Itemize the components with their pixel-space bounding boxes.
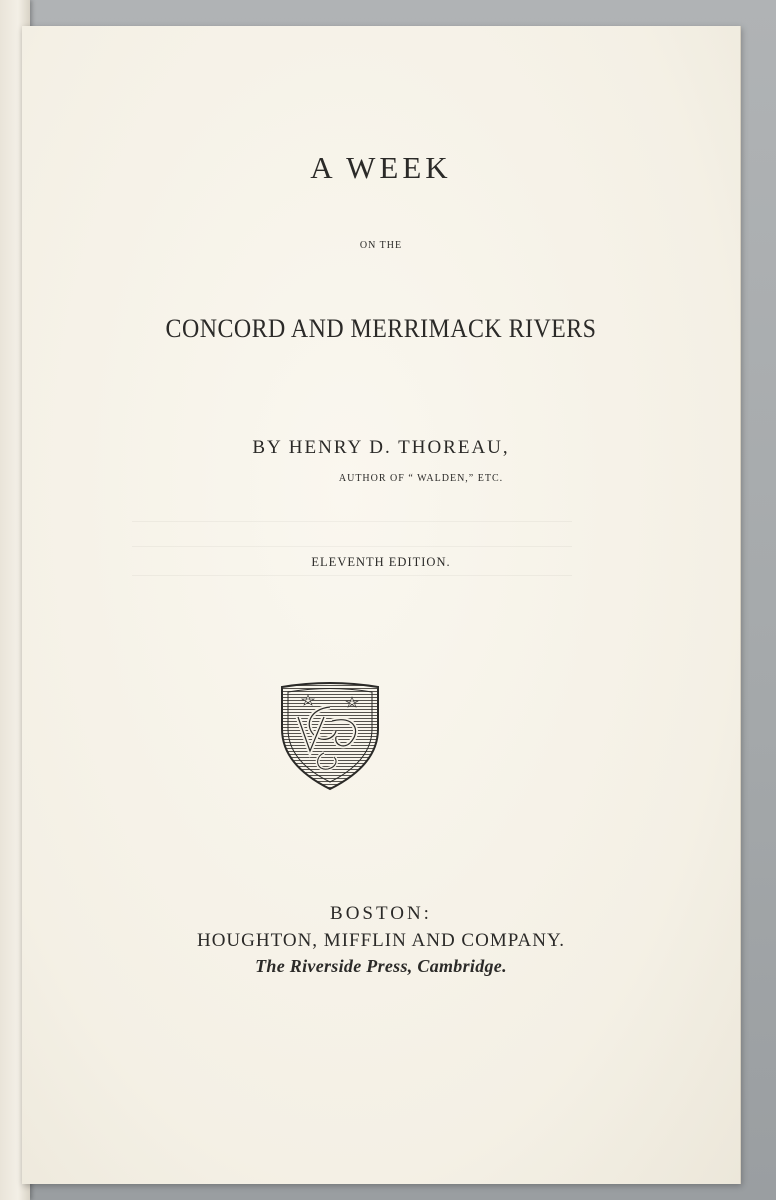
- imprint-city: BOSTON:: [330, 903, 432, 924]
- imprint-press: The Riverside Press, Cambridge.: [255, 956, 507, 976]
- show-through-line: [132, 575, 572, 576]
- author-line: BY HENRY D. THOREAU,: [252, 437, 510, 458]
- book-title-line-1: A WEEK: [310, 150, 452, 185]
- book-title-line-2: ON THE: [359, 240, 403, 251]
- publisher-shield-monogram-icon: [274, 681, 386, 793]
- show-through-line: [132, 521, 572, 522]
- show-through-line: [132, 546, 572, 547]
- title-page: [22, 26, 741, 1184]
- edition-line: ELEVENTH EDITION.: [311, 555, 451, 569]
- imprint-publisher: HOUGHTON, MIFFLIN AND COMPANY.: [196, 930, 565, 951]
- book-title-line-3: CONCORD AND MERRIMACK RIVERS: [165, 314, 597, 343]
- author-note: AUTHOR OF “ WALDEN,” ETC.: [338, 473, 504, 484]
